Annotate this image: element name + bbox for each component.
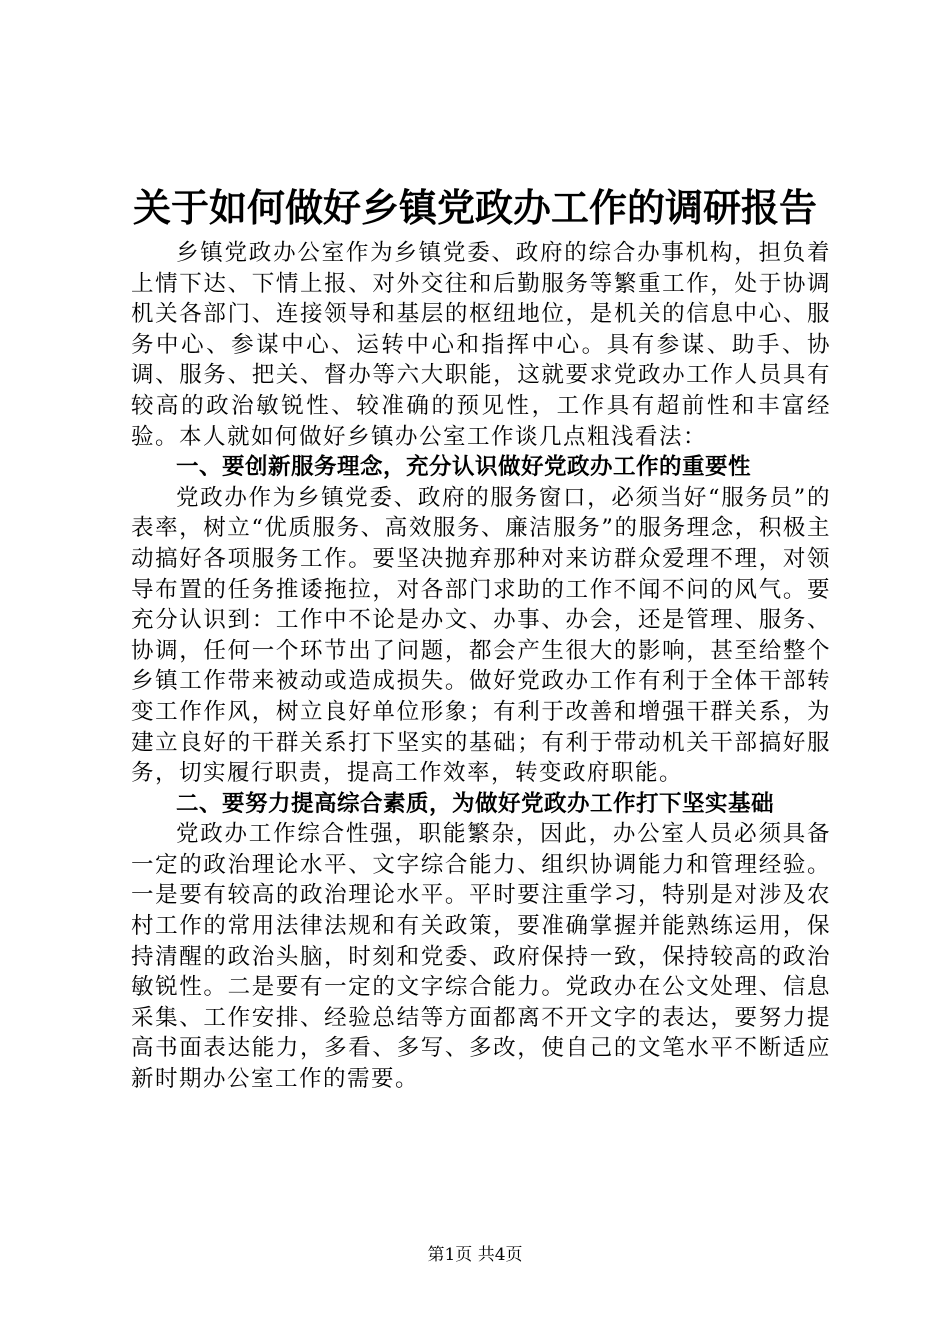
intro-paragraph: 乡镇党政办公室作为乡镇党委、政府的综合办事机构，担负着上情下达、下情上报、对外交往和后勤服务等繁重工作，处于协调机关各部门、连接领导和基层的枢纽地位，是机关的信息中心、服务中心、参谋中心、运转中心和指挥中心。具有参谋、助手、协调、服务、把关、督办等六大职能，这就要求党政办工作人员具有较高的政治敏锐性、较准确的预见性，工作具有超前性和丰富经验。本人就如何做好乡镇办公室工作谈几点粗浅看法：: [131, 240, 831, 450]
section-heading-1: 一、要创新服务理念，充分认识做好党政办工作的重要性: [176, 454, 752, 481]
document-title: 关于如何做好乡镇党政办工作的调研报告: [132, 186, 817, 230]
document-body: [131, 238, 831, 1095]
section-2-paragraph: 党政办工作综合性强，职能繁杂，因此，办公室人员必须具备一定的政治理论水平、文字综合能力、组织协调能力和管理经验。一是要有较高的政治理论水平。平时要注重学习，特别是对涉及农村工作的常用法律法规和有关政策，要准确掌握并能熟练运用，保持清醒的政治头脑，时刻和党委、政府保持一致，保持较高的政治敏锐性。二是要有一定的文字综合能力。党政办在公文处理、信息采集、工作安排、经验总结等方面都离不开文字的表达，要努力提高书面表达能力，多看、多写、多改，使自己的文笔水平不断适应新时期办公室工作的需要。: [131, 821, 831, 1093]
page-footer: 第1页 共4页: [427, 1245, 523, 1265]
section-heading-2: 二、要努力提高综合素质，为做好党政办工作打下坚实基础: [176, 790, 775, 817]
section-1-paragraph: 党政办作为乡镇党委、政府的服务窗口，必须当好“服务员”的表率，树立“优质服务、高效服务、廉洁服务”的服务理念，积极主动搞好各项服务工作。要坚决抛弃那种对来访群众爱理不理，对领导布置的任务推诿拖拉，对各部门求助的工作不闻不问的风气。要充分认识到：工作中不论是办文、办事、办会，还是管理、服务、协调，任何一个环节出了问题，都会产生很大的影响，甚至给整个乡镇工作带来被动或造成损失。做好党政办工作有利于全体干部转变工作作风，树立良好单位形象；有利于改善和增强干群关系，为建立良好的干群关系打下坚实的基础；有利于带动机关干部搞好服务，切实履行职责，提高工作效率，转变政府职能。: [131, 484, 831, 787]
